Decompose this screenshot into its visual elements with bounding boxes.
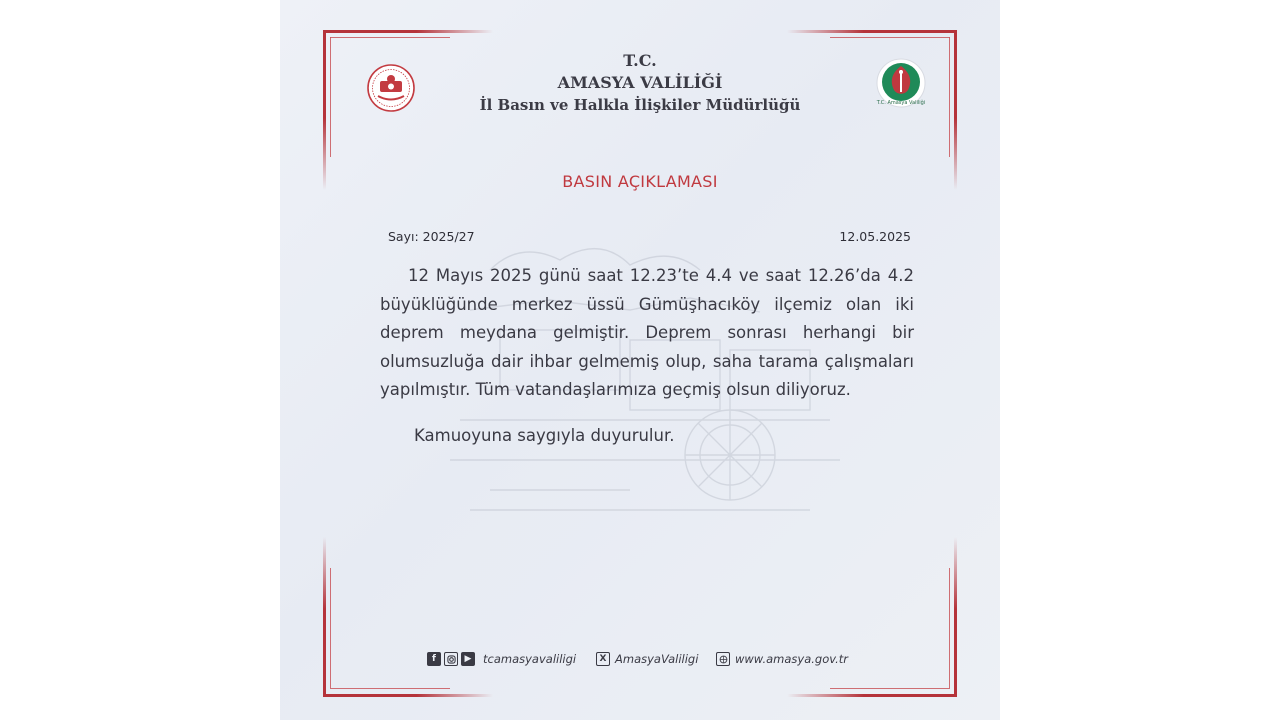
x-icon[interactable]: X bbox=[596, 652, 610, 666]
social-handle[interactable]: tcamasyavaliligi bbox=[483, 652, 577, 666]
footer-web-group bbox=[716, 652, 848, 666]
facebook-icon[interactable]: f bbox=[427, 652, 441, 666]
page-title: BASIN AÇIKLAMASI bbox=[562, 172, 718, 191]
press-release-body bbox=[380, 262, 914, 405]
footer-contacts bbox=[280, 650, 1000, 672]
web-icon[interactable] bbox=[716, 652, 730, 666]
body-paragraph: 12 Mayıs 2025 günü saat 12.23’te 4.4 ve saat 12.26’da 4.2 büyüklüğünde merkez üssü Gümüşhacıköy ilçemiz olan iki deprem meydana gelmiştir. Deprem sonrası herhangi bir olumsuzluğa dair ihbar gelmemiş olup, saha tarama çalışmaları yapılmıştır. Tüm vatandaşlarımıza geçmiş olsun diliyoruz. bbox=[380, 266, 914, 400]
footer-social-group bbox=[427, 652, 576, 666]
website-link[interactable]: www.amasya.gov.tr bbox=[735, 652, 849, 666]
header-directorate: İl Basın ve Halkla İlişkiler Müdürlüğü bbox=[479, 96, 801, 114]
footer-x-group bbox=[596, 652, 698, 666]
press-release-page bbox=[280, 0, 1000, 720]
header-line-tc: T.C. bbox=[623, 51, 657, 70]
instagram-icon[interactable] bbox=[444, 652, 458, 666]
x-handle[interactable]: AmasyaValiligi bbox=[615, 652, 699, 666]
document-number: Sayı: 2025/27 bbox=[388, 229, 475, 244]
document-date: 12.05.2025 bbox=[839, 229, 911, 244]
closing-line: Kamuoyuna saygıyla duyurulur. bbox=[414, 426, 675, 445]
logo-text: T.C. Amasya Valiliği bbox=[876, 100, 926, 106]
youtube-icon[interactable]: ▶ bbox=[461, 652, 475, 666]
header-governorship: AMASYA VALİLİĞİ bbox=[557, 73, 723, 92]
document-header bbox=[280, 50, 1000, 116]
